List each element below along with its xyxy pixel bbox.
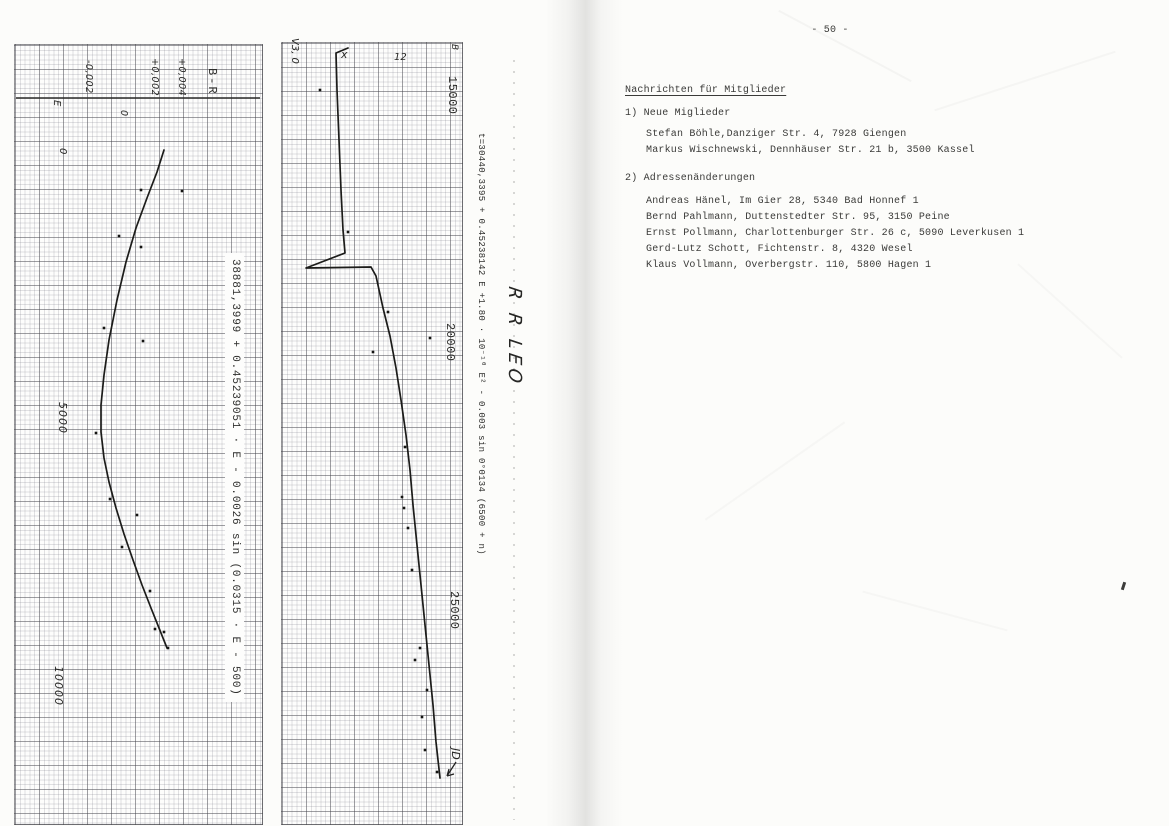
- chart2-annotation-12: 12: [394, 52, 407, 63]
- jd-arrow-icon: [447, 762, 456, 776]
- chart2-tick-20000: 20000: [443, 323, 457, 362]
- chart2-tick-15000: 15000: [445, 76, 459, 115]
- address-change-entry: Andreas Hänel, Im Gier 28, 5340 Bad Honnef 1: [646, 196, 919, 207]
- chart2-data-point: [411, 569, 414, 572]
- chart1-data-point: [167, 647, 170, 650]
- chart1-tick-plus004: +0,004: [176, 58, 187, 97]
- chart1-tick-plus002: +0,002: [149, 58, 160, 97]
- chart1-data-point: [140, 189, 143, 192]
- chart1-data-point: [103, 327, 106, 330]
- chart1-tick-e-5000: 5000: [56, 402, 69, 434]
- chart2-data-point: [401, 496, 404, 499]
- page-gutter-shadow: [545, 0, 623, 826]
- chart2-ephemeris-formula: t=30440,3395 + 0.45238142 E +1.80 · 10⁻¹⁰ E² - 0.003 sin 0°0134 (6500 + n): [476, 133, 486, 555]
- chart2-data-point: [424, 749, 427, 752]
- new-members-section-title: 1) Neue Miglieder: [625, 108, 731, 119]
- chart1-data-point: [95, 432, 98, 435]
- chart2-data-point: [319, 89, 322, 92]
- chart1-data-point: [136, 514, 139, 517]
- address-change-entry: Bernd Pahlmann, Duttenstedter Str. 95, 3150 Peine: [646, 212, 950, 223]
- address-change-entry: Klaus Vollmann, Overbergstr. 110, 5800 Hagen 1: [646, 260, 932, 271]
- chart1-tick-e-10000: 10000: [52, 666, 65, 706]
- chart2-annotation-b: B: [449, 44, 459, 51]
- chart2-data-point: [404, 446, 407, 449]
- new-member-entry: Markus Wischnewski, Dennhäuser Str. 21 b, 3500 Kassel: [646, 145, 975, 156]
- chart1-ephemeris-formula: 38881,3999 + 0.45239051 · E - 0.0026 sin (0.0315 · E - 500): [225, 253, 244, 702]
- members-news-heading: Nachrichten für Mitglieder: [625, 85, 787, 96]
- chart2-data-point: [436, 771, 439, 774]
- chart2-data-point: [387, 311, 390, 314]
- chart1-data-point: [149, 590, 152, 593]
- chart1-tick-minus002: -0,002: [83, 60, 94, 94]
- chart1-data-point: [181, 190, 184, 193]
- chart1-axis-label-br: B-R: [205, 68, 219, 96]
- chart2-tick-25000: 25000: [447, 591, 461, 630]
- chart2-bc-curve: [306, 48, 440, 778]
- chart1-data-point: [142, 340, 145, 343]
- chart2-data-point: [347, 231, 350, 234]
- chart2-data-point: [407, 527, 410, 530]
- chart1-data-point: [121, 546, 124, 549]
- address-changes-section-title: 2) Adressenänderungen: [625, 173, 756, 184]
- chart2-axis-label-jd: JD: [449, 748, 462, 760]
- chart1-data-point: [118, 235, 121, 238]
- new-member-entry: Stefan Böhle,Danziger Str. 4, 7928 Giengen: [646, 129, 907, 140]
- chart2-data-point: [426, 689, 429, 692]
- chart1-data-point: [163, 631, 166, 634]
- chart2-data-point: [403, 507, 406, 510]
- chart1-tick-zero: 0: [118, 110, 129, 117]
- chart1-tick-e-0: 0: [57, 148, 68, 155]
- chart2-annotation-x: x: [341, 48, 348, 61]
- address-change-entry: Gerd-Lutz Schott, Fichtenstr. 8, 4320 Wesel: [646, 244, 913, 255]
- chart1-bc-curve: [101, 150, 167, 648]
- chart2-data-point: [421, 716, 424, 719]
- chart2-data-point: [429, 337, 432, 340]
- chart1-data-point: [154, 628, 157, 631]
- chart2-star-name: R R LEO: [504, 285, 525, 389]
- page-number: - 50 -: [811, 25, 849, 36]
- address-change-entry: Ernst Pollmann, Charlottenburger Str. 26 c, 5090 Leverkusen 1: [646, 228, 1025, 239]
- chart2-data-point: [414, 659, 417, 662]
- chart2-data-point: [372, 351, 375, 354]
- chart1-data-point: [140, 246, 143, 249]
- chart1-data-point: [109, 498, 112, 501]
- chart1-axis-label-e: E: [51, 100, 62, 107]
- chart2-data-point: [419, 647, 422, 650]
- chart2-annotation-v30: V3, 0: [289, 38, 300, 64]
